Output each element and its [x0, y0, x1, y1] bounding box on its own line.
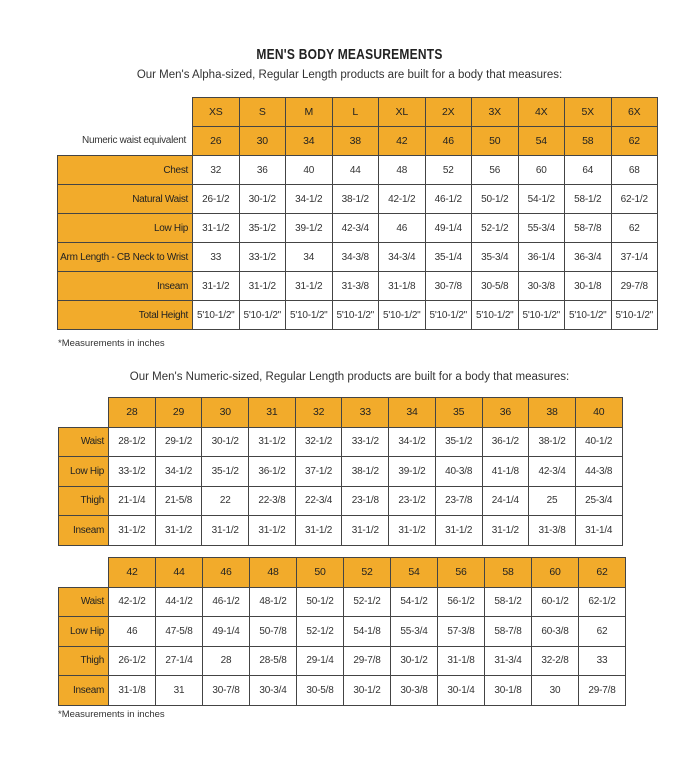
table-cell: 31-1/2 [286, 272, 333, 301]
table-cell: 46-1/2 [425, 185, 472, 214]
table-cell: 23-1/2 [389, 486, 436, 516]
table-row [59, 427, 623, 457]
row-label: Arm Length - CB Neck to Wrist [58, 243, 193, 272]
size-header-cell: M [286, 98, 333, 127]
table-cell: 24-1/4 [482, 486, 529, 516]
table-cell: 34 [286, 243, 333, 272]
table-cell: 31-1/4 [575, 516, 622, 546]
size-header-cell: 38 [529, 398, 576, 428]
table-cell: 32-2/8 [532, 646, 579, 676]
size-header-row [59, 558, 626, 588]
table-cell: 62-1/2 [611, 185, 658, 214]
table-row [59, 587, 626, 617]
table-cell: 40-3/8 [435, 457, 482, 487]
table-cell: 39-1/2 [286, 214, 333, 243]
waist-equivalent-cell: 26 [193, 127, 240, 156]
table-row [58, 243, 658, 272]
table-row [58, 185, 658, 214]
table-cell: 31-1/2 [202, 516, 249, 546]
table-cell: 30-5/8 [297, 676, 344, 706]
table-cell: 30-1/2 [202, 427, 249, 457]
size-header-cell: 40 [575, 398, 622, 428]
table-cell: 37-1/4 [611, 243, 658, 272]
row-label: Numeric waist equivalent [82, 135, 186, 147]
size-header-cell: 42 [109, 558, 156, 588]
table-cell: 28-1/2 [109, 427, 156, 457]
table-row [58, 156, 658, 185]
size-header-cell: 28 [109, 398, 156, 428]
waist-equivalent-cell: 50 [472, 127, 519, 156]
table-cell: 31-1/2 [249, 427, 296, 457]
size-header-cell: 4X [518, 98, 565, 127]
table-cell: 30-3/4 [250, 676, 297, 706]
waist-equivalent-cell: 58 [565, 127, 612, 156]
table-cell: 49-1/4 [425, 214, 472, 243]
table-cell: 30-1/2 [344, 676, 391, 706]
row-label: Inseam [58, 272, 193, 301]
size-header-cell: 46 [203, 558, 250, 588]
row-label: Chest [58, 156, 193, 185]
table-cell: 33 [579, 646, 626, 676]
table-cell: 30-1/8 [565, 272, 612, 301]
table-cell: 62-1/2 [579, 587, 626, 617]
size-header-cell: 56 [438, 558, 485, 588]
table-cell: 30-1/8 [485, 676, 532, 706]
size-header-row [59, 398, 623, 428]
size-header-cell: 50 [297, 558, 344, 588]
table-cell: 44-3/8 [575, 457, 622, 487]
table-cell: 5'10-1/2" [518, 301, 565, 330]
size-header-cell: 30 [202, 398, 249, 428]
table-cell: 55-3/4 [391, 617, 438, 647]
table-cell: 21-5/8 [155, 486, 202, 516]
table-cell: 50-1/2 [297, 587, 344, 617]
table-cell: 35-1/2 [202, 457, 249, 487]
table-cell: 30-3/8 [391, 676, 438, 706]
table-cell: 31-1/2 [389, 516, 436, 546]
table-cell: 5'10-1/2" [239, 301, 286, 330]
table-cell: 40 [286, 156, 333, 185]
table-cell: 58-7/8 [485, 617, 532, 647]
table-cell: 32-1/2 [295, 427, 342, 457]
waist-equivalent-cell: 30 [239, 127, 286, 156]
size-header-cell: XL [379, 98, 426, 127]
table-cell: 30-3/8 [518, 272, 565, 301]
table-cell: 56-1/2 [438, 587, 485, 617]
table-cell: 42-3/4 [332, 214, 379, 243]
size-header-cell: 48 [250, 558, 297, 588]
table-cell: 31-1/2 [249, 516, 296, 546]
table-cell: 29-7/8 [579, 676, 626, 706]
table-cell: 58-1/2 [485, 587, 532, 617]
size-header-cell: 31 [249, 398, 296, 428]
row-label: Thigh [59, 646, 109, 676]
size-header-cell: 6X [611, 98, 658, 127]
row-label: Thigh [59, 486, 109, 516]
row-label: Low Hip [59, 617, 109, 647]
alpha-measurement-note: *Measurements in inches [58, 338, 165, 349]
table-cell: 22 [202, 486, 249, 516]
table-cell: 37-1/2 [295, 457, 342, 487]
size-header-cell: 2X [425, 98, 472, 127]
table-cell: 5'10-1/2" [565, 301, 612, 330]
size-header-cell: 29 [155, 398, 202, 428]
table-cell: 30-1/4 [438, 676, 485, 706]
table-cell: 31-1/2 [155, 516, 202, 546]
table-cell: 33-1/2 [239, 243, 286, 272]
table-cell: 31-1/2 [342, 516, 389, 546]
table-cell: 68 [611, 156, 658, 185]
row-label: Total Height [58, 301, 193, 330]
page-title: MEN'S BODY MEASUREMENTS [256, 46, 443, 63]
table-cell: 26-1/2 [109, 646, 156, 676]
size-header-cell: 33 [342, 398, 389, 428]
row-label: Waist [59, 587, 109, 617]
table-cell: 33-1/2 [342, 427, 389, 457]
table-cell: 5'10-1/2" [425, 301, 472, 330]
corner-cell [58, 98, 193, 127]
size-header-cell: 3X [472, 98, 519, 127]
size-header-cell: 44 [156, 558, 203, 588]
table-cell: 29-1/4 [297, 646, 344, 676]
table-cell: 5'10-1/2" [472, 301, 519, 330]
row-label: Inseam [59, 516, 109, 546]
size-header-cell: 54 [391, 558, 438, 588]
table-cell: 38-1/2 [342, 457, 389, 487]
waist-equivalent-row [58, 127, 658, 156]
row-label: Waist [59, 427, 109, 457]
table-cell: 52 [425, 156, 472, 185]
corner-cell [59, 398, 109, 428]
table-cell: 35-1/4 [425, 243, 472, 272]
table-cell: 31-3/4 [485, 646, 532, 676]
table-cell: 34-1/2 [286, 185, 333, 214]
table-row [59, 486, 623, 516]
table-cell: 5'10-1/2" [286, 301, 333, 330]
size-header-cell: 5X [565, 98, 612, 127]
table-cell: 30-1/2 [239, 185, 286, 214]
table-cell: 31-1/8 [109, 676, 156, 706]
waist-equivalent-cell: 42 [379, 127, 426, 156]
table-cell: 32 [193, 156, 240, 185]
table-cell: 38-1/2 [529, 427, 576, 457]
table-cell: 31-1/8 [438, 646, 485, 676]
table-cell: 27-1/4 [156, 646, 203, 676]
table-cell: 44 [332, 156, 379, 185]
table-cell: 34-1/2 [389, 427, 436, 457]
table-cell: 46 [109, 617, 156, 647]
table-cell: 30-7/8 [203, 676, 250, 706]
table-cell: 30-1/2 [391, 646, 438, 676]
size-header-cell: XS [193, 98, 240, 127]
table-cell: 36 [239, 156, 286, 185]
table-cell: 26-1/2 [193, 185, 240, 214]
table-cell: 28 [203, 646, 250, 676]
waist-equivalent-cell: 34 [286, 127, 333, 156]
table-cell: 48-1/2 [250, 587, 297, 617]
table-cell: 31 [156, 676, 203, 706]
table-cell: 22-3/8 [249, 486, 296, 516]
waist-equivalent-cell: 62 [611, 127, 658, 156]
table-cell: 31-1/2 [193, 214, 240, 243]
table-cell: 33 [193, 243, 240, 272]
table-row [59, 646, 626, 676]
table-row [58, 301, 658, 330]
waist-equivalent-cell: 46 [425, 127, 472, 156]
corner-cell [59, 558, 109, 588]
size-header-cell: 60 [532, 558, 579, 588]
size-header-cell: 36 [482, 398, 529, 428]
table-cell: 42-1/2 [109, 587, 156, 617]
table-cell: 54-1/8 [344, 617, 391, 647]
size-header-cell: 32 [295, 398, 342, 428]
table-cell: 5'10-1/2" [332, 301, 379, 330]
table-cell: 31-3/8 [332, 272, 379, 301]
table-cell: 62 [611, 214, 658, 243]
table-cell: 42-3/4 [529, 457, 576, 487]
table-cell: 23-1/8 [342, 486, 389, 516]
table-cell: 31-1/2 [482, 516, 529, 546]
numeric-subtitle: Our Men's Numeric-sized, Regular Length products are built for a body that measures: [129, 371, 570, 383]
table-cell: 5'10-1/2" [611, 301, 658, 330]
table-cell: 25-3/4 [575, 486, 622, 516]
table-cell: 22-3/4 [295, 486, 342, 516]
size-header-cell: 35 [435, 398, 482, 428]
table-cell: 5'10-1/2" [379, 301, 426, 330]
table-cell: 30-7/8 [425, 272, 472, 301]
size-header-cell: 58 [485, 558, 532, 588]
size-header-cell: S [239, 98, 286, 127]
waist-equivalent-cell: 38 [332, 127, 379, 156]
table-cell: 28-5/8 [250, 646, 297, 676]
waist-equivalent-cell: 54 [518, 127, 565, 156]
table-cell: 33-1/2 [109, 457, 156, 487]
table-cell: 57-3/8 [438, 617, 485, 647]
table-cell: 55-3/4 [518, 214, 565, 243]
table-cell: 29-1/2 [155, 427, 202, 457]
table-cell: 54-1/2 [391, 587, 438, 617]
table-cell: 36-1/2 [249, 457, 296, 487]
numeric-size-table-2 [58, 557, 626, 706]
table-row [58, 214, 658, 243]
table-cell: 36-1/2 [482, 427, 529, 457]
table-cell: 35-3/4 [472, 243, 519, 272]
size-header-row [58, 98, 658, 127]
row-label: Natural Waist [58, 185, 193, 214]
table-cell: 44-1/2 [156, 587, 203, 617]
table-cell: 60-3/8 [532, 617, 579, 647]
table-cell: 21-1/4 [109, 486, 156, 516]
table-cell: 58-7/8 [565, 214, 612, 243]
table-cell: 42-1/2 [379, 185, 426, 214]
size-header-cell: 62 [579, 558, 626, 588]
table-cell: 64 [565, 156, 612, 185]
table-cell: 54-1/2 [518, 185, 565, 214]
table-cell: 46-1/2 [203, 587, 250, 617]
table-cell: 47-5/8 [156, 617, 203, 647]
alpha-subtitle: Our Men's Alpha-sized, Regular Length products are built for a body that measures: [136, 69, 563, 81]
table-cell: 34-3/4 [379, 243, 426, 272]
table-cell: 38-1/2 [332, 185, 379, 214]
table-cell: 62 [579, 617, 626, 647]
table-cell: 35-1/2 [435, 427, 482, 457]
table-cell: 50-1/2 [472, 185, 519, 214]
table-cell: 29-7/8 [344, 646, 391, 676]
table-row [59, 457, 623, 487]
table-cell: 36-3/4 [565, 243, 612, 272]
numeric-size-table-1 [58, 397, 623, 546]
table-cell: 5'10-1/2" [193, 301, 240, 330]
table-cell: 52-1/2 [297, 617, 344, 647]
table-cell: 23-7/8 [435, 486, 482, 516]
table-cell: 56 [472, 156, 519, 185]
table-cell: 46 [379, 214, 426, 243]
table-cell: 50-7/8 [250, 617, 297, 647]
table-cell: 29-7/8 [611, 272, 658, 301]
table-cell: 36-1/4 [518, 243, 565, 272]
table-cell: 48 [379, 156, 426, 185]
table-cell: 31-1/2 [239, 272, 286, 301]
table-cell: 52-1/2 [472, 214, 519, 243]
size-header-cell: L [332, 98, 379, 127]
table-cell: 31-1/8 [379, 272, 426, 301]
table-row [58, 272, 658, 301]
table-cell: 31-1/2 [109, 516, 156, 546]
row-label: Inseam [59, 676, 109, 706]
row-label: Low Hip [59, 457, 109, 487]
table-cell: 52-1/2 [344, 587, 391, 617]
table-cell: 60 [518, 156, 565, 185]
table-cell: 31-1/2 [193, 272, 240, 301]
table-cell: 30-5/8 [472, 272, 519, 301]
table-cell: 49-1/4 [203, 617, 250, 647]
table-cell: 34-3/8 [332, 243, 379, 272]
table-cell: 35-1/2 [239, 214, 286, 243]
alpha-size-table [57, 97, 658, 330]
table-cell: 34-1/2 [155, 457, 202, 487]
table-row [59, 617, 626, 647]
table-cell: 40-1/2 [575, 427, 622, 457]
table-row [59, 516, 623, 546]
table-cell: 39-1/2 [389, 457, 436, 487]
size-header-cell: 52 [344, 558, 391, 588]
table-row [59, 676, 626, 706]
table-cell: 31-1/2 [295, 516, 342, 546]
numeric-measurement-note: *Measurements in inches [58, 709, 165, 720]
table-cell: 31-1/2 [435, 516, 482, 546]
table-cell: 30 [532, 676, 579, 706]
table-cell: 60-1/2 [532, 587, 579, 617]
table-cell: 31-3/8 [529, 516, 576, 546]
table-cell: 25 [529, 486, 576, 516]
table-cell: 41-1/8 [482, 457, 529, 487]
row-label: Low Hip [58, 214, 193, 243]
size-header-cell: 34 [389, 398, 436, 428]
table-cell: 58-1/2 [565, 185, 612, 214]
